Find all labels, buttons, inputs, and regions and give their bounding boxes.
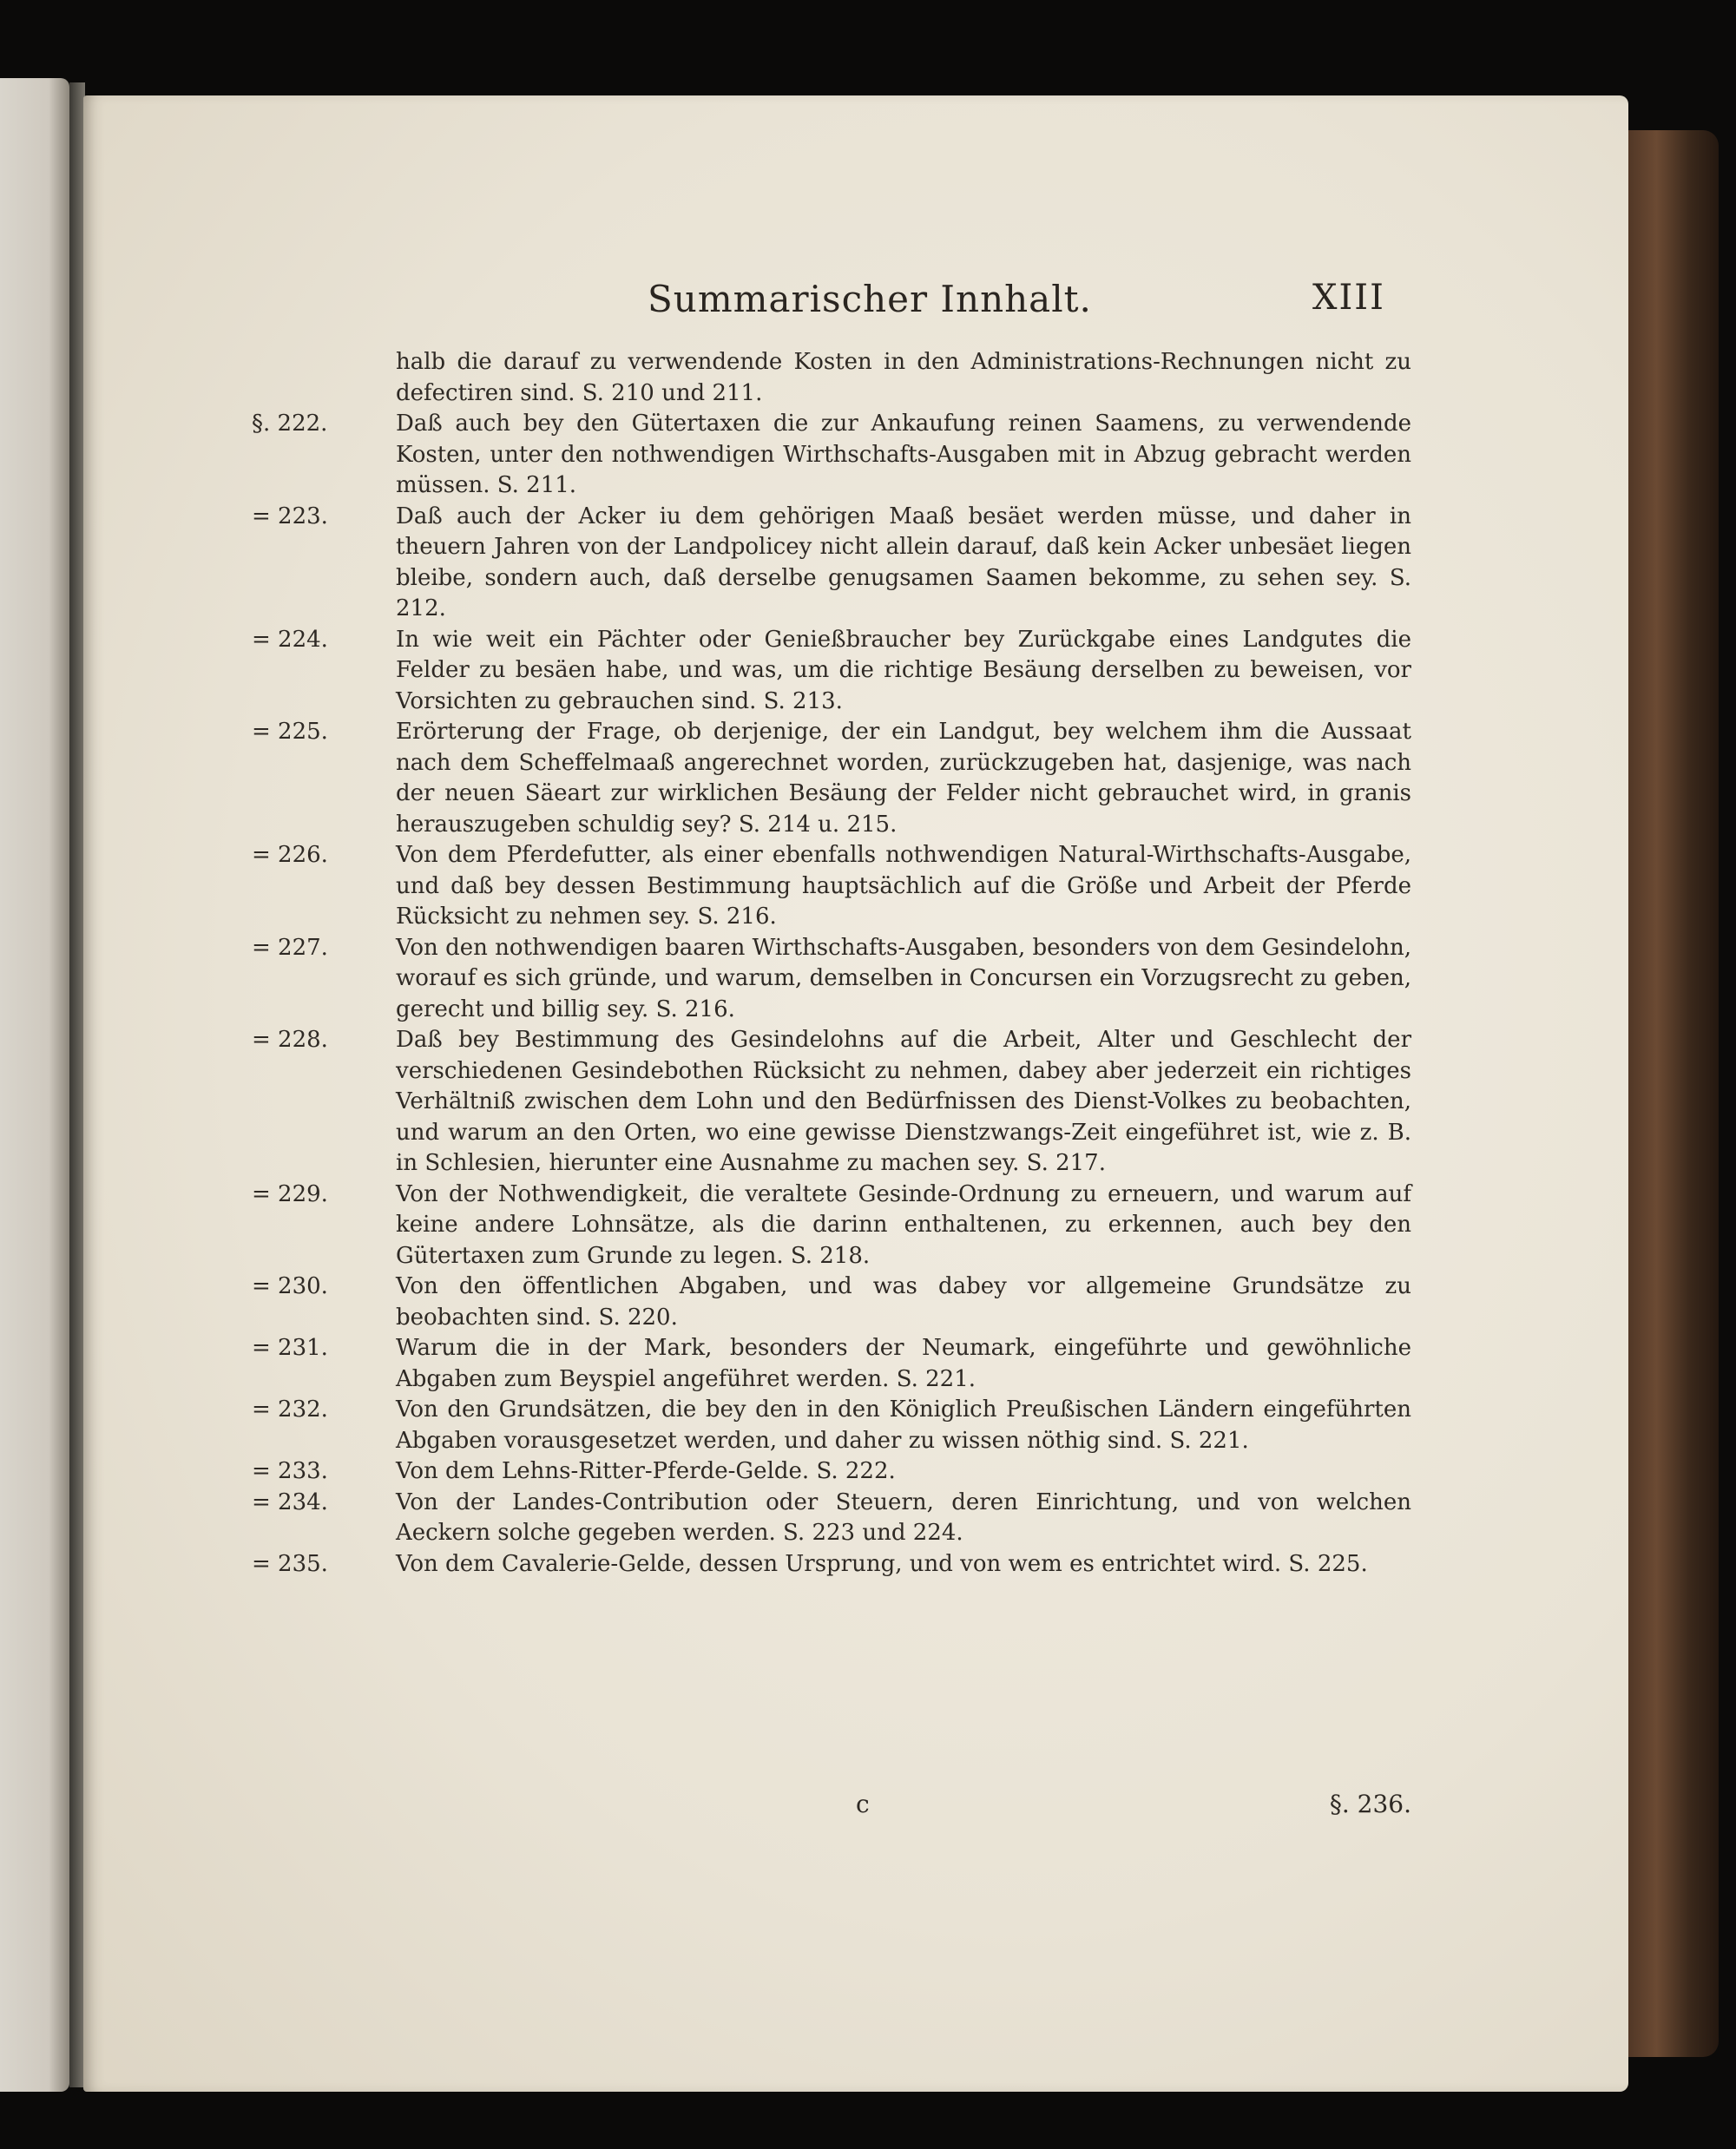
list-item xyxy=(252,1272,1411,1333)
section-number: = 229. xyxy=(252,1180,328,1207)
entry-text: Von der Landes-Contribution oder Steuern, deren Einrichtung, und von welchen Aeckern solche gegeben werden. S. 223 und 224. xyxy=(396,1489,1411,1546)
left-page-edge xyxy=(0,78,69,2092)
catchword: §. 236. xyxy=(1329,1790,1411,1818)
entry-text: Daß auch bey den Gütertaxen die zur Ankaufung reinen Saamens, zu verwendende Kosten, unter den nothwendigen Wirthschafts-Ausgaben mit in Abzug gebracht werden müssen. S. 211. xyxy=(396,411,1411,498)
entry-text: Von den Grundsätzen, die bey den in den Königlich Preußischen Ländern eingeführten Abgaben vorausgesetzet werden, und daher zu wissen nöthig sind. S. 221. xyxy=(396,1397,1411,1454)
entry-text: Warum die in der Mark, besonders der Neumark, eingeführte und gewöhnliche Abgaben zum Beyspiel angeführet werden. S. 221. xyxy=(396,1335,1411,1392)
list-item xyxy=(252,1549,1411,1581)
section-number: = 228. xyxy=(252,1027,328,1053)
entry-text: halb die darauf zu verwendende Kosten in den Administrations-Rechnungen nicht zu defectiren sind. S. 210 und 211. xyxy=(396,349,1411,406)
section-number: = 226. xyxy=(252,842,328,868)
list-item xyxy=(252,1488,1411,1549)
page-number: XIII xyxy=(1312,278,1385,318)
section-number: = 232. xyxy=(252,1397,328,1423)
section-number: = 231. xyxy=(252,1335,328,1361)
entry-text: Von den öffentlichen Abgaben, und was dabey vor allgemeine Grundsätze zu beobachten sind. S. 220. xyxy=(396,1273,1411,1331)
section-number: = 233. xyxy=(252,1458,328,1484)
page-title: Summarischer Innhalt. xyxy=(648,278,1092,320)
section-number: = 224. xyxy=(252,626,328,653)
section-number: = 230. xyxy=(252,1273,328,1299)
section-number: = 223. xyxy=(252,503,328,529)
page-footer xyxy=(257,1790,1411,1824)
continuation-paragraph xyxy=(257,347,1411,409)
entry-text: Von dem Cavalerie-Gelde, dessen Ursprung, und von wem es entrichtet wird. S. 225. xyxy=(396,1550,1368,1577)
section-number: = 227. xyxy=(252,934,328,961)
list-item xyxy=(252,1025,1411,1180)
section-number: = 235. xyxy=(252,1550,328,1577)
section-number: §. 222. xyxy=(252,411,328,437)
section-number: = 225. xyxy=(252,719,328,745)
running-head xyxy=(83,278,1628,330)
table-of-contents xyxy=(252,347,1411,1580)
entry-text: Von den nothwendigen baaren Wirthschafts-Ausgaben, besonders von dem Gesindelohn, worauf es sich gründe, und warum, demselben in Concursen ein Vorzugsrecht zu geben, gerecht und billig sey. S. 216. xyxy=(396,934,1411,1022)
book-cover-edge xyxy=(1623,130,1719,2057)
list-item xyxy=(252,1395,1411,1456)
list-item xyxy=(252,502,1411,625)
list-item xyxy=(252,1180,1411,1272)
entry-text: Von dem Lehns-Ritter-Pferde-Gelde. S. 222. xyxy=(396,1458,896,1484)
list-item xyxy=(252,1333,1411,1395)
list-item xyxy=(252,717,1411,840)
entry-text: Daß auch der Acker iu dem gehörigen Maaß besäet werden müsse, und daher in theuern Jahren von der Landpolicey nicht allein darauf, daß kein Acker unbesäet liegen bleibe, sondern auch, daß derselbe genugsamen Saamen bekomme, zu sehen sey. S. 212. xyxy=(396,503,1411,621)
entry-text: Von dem Pferdefutter, als einer ebenfalls nothwendigen Natural-Wirthschafts-Ausgabe, und daß bey dessen Bestimmung hauptsächlich auf die Größe und Arbeit der Pferde Rücksicht zu nehmen sey. S. 216. xyxy=(396,842,1411,930)
signature-mark: c xyxy=(856,1790,870,1818)
list-item xyxy=(252,840,1411,933)
list-item xyxy=(252,625,1411,718)
entry-text: Erörterung der Frage, ob derjenige, der ein Landgut, bey welchem ihm die Aussaat nach dem Scheffelmaaß angerechnet worden, zurückzugeben hat, dasjenige, was nach der neuen Säeart zur wirklichen Besäung der Felder nicht gebrauchet wird, in granis herauszugeben schuldig sey? S. 214 u. 215. xyxy=(396,719,1411,838)
list-item xyxy=(252,933,1411,1026)
entry-text: In wie weit ein Pächter oder Genießbraucher bey Zurückgabe eines Landgutes die Felder zu besäen habe, und was, um die richtige Besäung derselben zu beweisen, vor Vorsichten zu gebrauchen sind. S. 213. xyxy=(396,626,1411,714)
section-number: = 234. xyxy=(252,1489,328,1515)
list-item xyxy=(252,409,1411,502)
entry-text: Daß bey Bestimmung des Gesindelohns auf die Arbeit, Alter und Geschlecht der verschiedenen Gesindebothen Rücksicht zu nehmen, dabey aber jederzeit ein richtiges Verhältniß zwischen dem Lohn und den Bedürfnissen des Dienst-Volkes zu beobachten, und warum an den Orten, wo eine gewisse Dienstzwangs-Zeit eingeführet ist, wie z. B. in Schlesien, hierunter eine Ausnahme zu machen sey. S. 217. xyxy=(396,1027,1411,1176)
entry-text: Von der Nothwendigkeit, die veraltete Gesinde-Ordnung zu erneuern, und warum auf keine andere Lohnsätze, als die darinn enthaltenen, zu erkennen, auch bey den Gütertaxen zum Grunde zu legen. S. 218. xyxy=(396,1180,1411,1269)
list-item xyxy=(252,1456,1411,1488)
